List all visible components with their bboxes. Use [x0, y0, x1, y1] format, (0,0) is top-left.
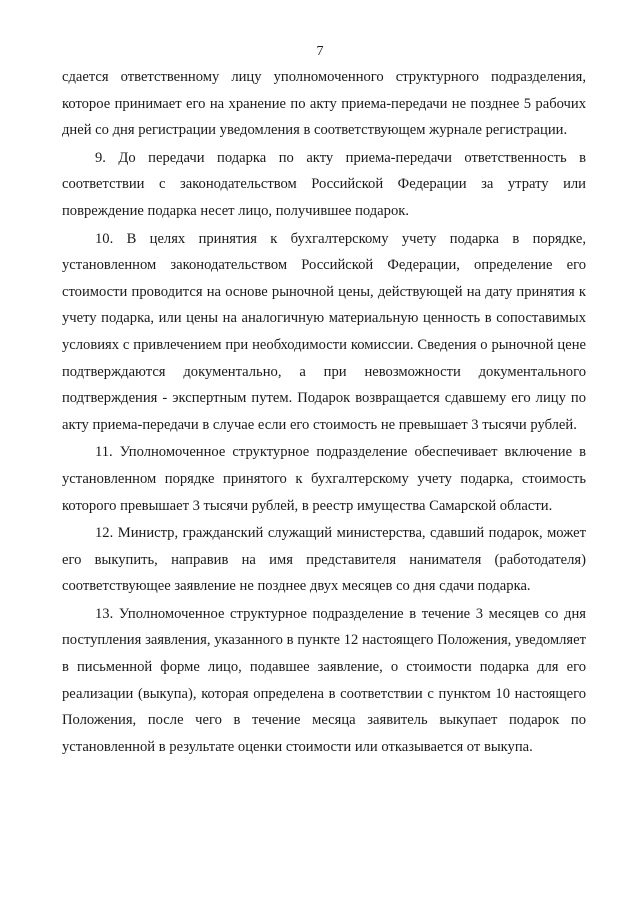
paragraph-13: 13. Уполномоченное структурное подразделение в течение 3 месяцев со дня поступления заявления, указанного в пункте 12 настоящего Положения, уведомляет в письменной форме лицо, подавшее заявление, о стоимости подарка для его реализации (выкупа), которая определена в соответствии с пунктом 10 настоящего Положения, после чего в течение месяца заявитель выкупает подарок по установленной в результате оценки стоимости или отказывается от выкупа. — [62, 605, 586, 755]
paragraph-11: 11. Уполномоченное структурное подразделение обеспечивает включение в установленном порядке принятого к бухгалтерскому учету подарка, стоимость которого превышает 3 тысячи рублей, в реестр имущества Самарской области. — [62, 444, 586, 514]
document-body — [62, 64, 586, 760]
page-number: 7 — [316, 44, 324, 59]
paragraph-continuation: сдается ответственному лицу уполномоченного структурного подразделения, которое принимает его на хранение по акту приема-передачи не позднее 5 рабочих дней со дня регистрации уведомления в соответствующем журнале регистрации. — [62, 69, 586, 139]
paragraph-9: 9. До передачи подарка по акту приема-передачи ответственность в соответствии с законодательством Российской Федерации за утрату или повреждение подарка несет лицо, получившее подарок. — [62, 149, 586, 219]
paragraph-12: 12. Министр, гражданский служащий министерства, сдавший подарок, может его выкупить, направив на имя представителя нанимателя (работодателя) соответствующее заявление не позднее двух месяцев со дня сдачи подарка. — [62, 525, 586, 595]
paragraph-10: 10. В целях принятия к бухгалтерскому учету подарка в порядке, установленном законодательством Российской Федерации, определение его стоимости проводится на основе рыночной цены, действующей на дату принятия к учету подарка, или цены на аналогичную материальную ценность в сопоставимых условиях с привлечением при необходимости комиссии. Сведения о рыночной цене подтверждаются документально, а при невозможности документального подтверждения - экспертным путем. Подарок возвращается сдавшему его лицу по акту приема-передачи в случае если его стоимость не превышает 3 тысячи рублей. — [62, 230, 586, 433]
